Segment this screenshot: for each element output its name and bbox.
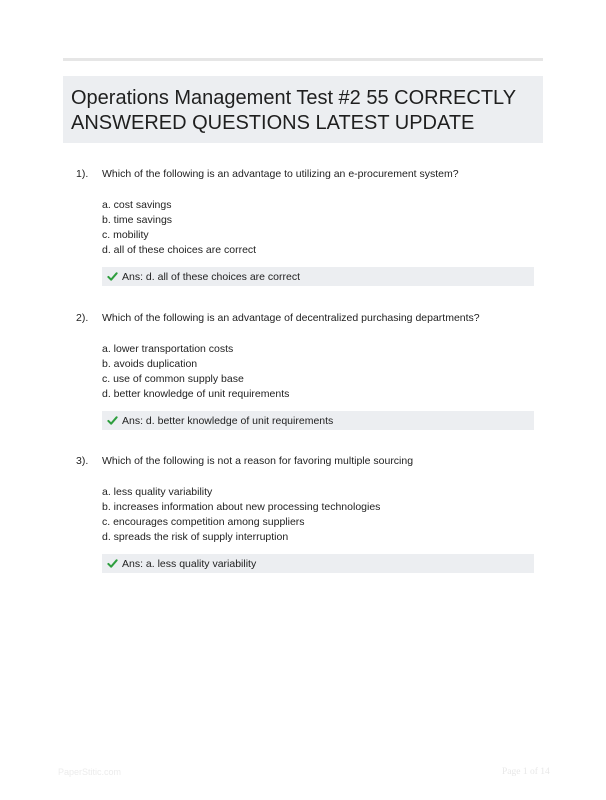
option-item: a. less quality variability [102, 486, 213, 498]
answer-text: Ans: d. all of these choices are correct [122, 270, 301, 283]
option-item: c. use of common supply base [102, 373, 244, 385]
answer-text: Ans: a. less quality variability [122, 557, 257, 570]
option-item: d. better knowledge of unit requirements [102, 388, 290, 400]
check-icon [107, 415, 118, 426]
check-icon [107, 271, 118, 282]
question-number: 1). [76, 168, 89, 180]
check-icon [107, 558, 118, 569]
option-item: b. avoids duplication [102, 358, 198, 370]
option-list [102, 198, 256, 258]
option-item: a. lower transportation costs [102, 343, 234, 355]
question-text: Which of the following is not a reason for favoring multiple sourcing [102, 455, 414, 467]
question-text: Which of the following is an advantage to utilizing an e-procurement system? [102, 168, 459, 180]
option-item: d. all of these choices are correct [102, 244, 257, 256]
option-item: c. mobility [102, 229, 149, 241]
answer-box [102, 554, 534, 573]
footer-watermark: PaperStitic.com [58, 767, 122, 777]
option-item: d. spreads the risk of supply interruption [102, 531, 289, 543]
question-number: 3). [76, 455, 89, 467]
page-title: Operations Management Test #2 55 CORRECTLY ANSWERED QUESTIONS LATEST UPDATE [71, 87, 516, 134]
question-text: Which of the following is an advantage of decentralized purchasing departments? [102, 312, 480, 324]
option-item: c. encourages competition among suppliers [102, 516, 305, 528]
option-item: a. cost savings [102, 199, 172, 211]
title-banner [63, 76, 543, 143]
answer-box [102, 411, 534, 430]
option-list [102, 485, 380, 545]
question-number: 2). [76, 312, 89, 324]
option-item: b. increases information about new processing technologies [102, 501, 381, 513]
option-item: b. time savings [102, 214, 173, 226]
answer-box [102, 267, 534, 286]
header-rule [63, 58, 543, 61]
page-number: Page 1 of 14 [502, 767, 550, 777]
option-list [102, 342, 289, 402]
answer-text: Ans: d. better knowledge of unit requirements [122, 414, 334, 427]
